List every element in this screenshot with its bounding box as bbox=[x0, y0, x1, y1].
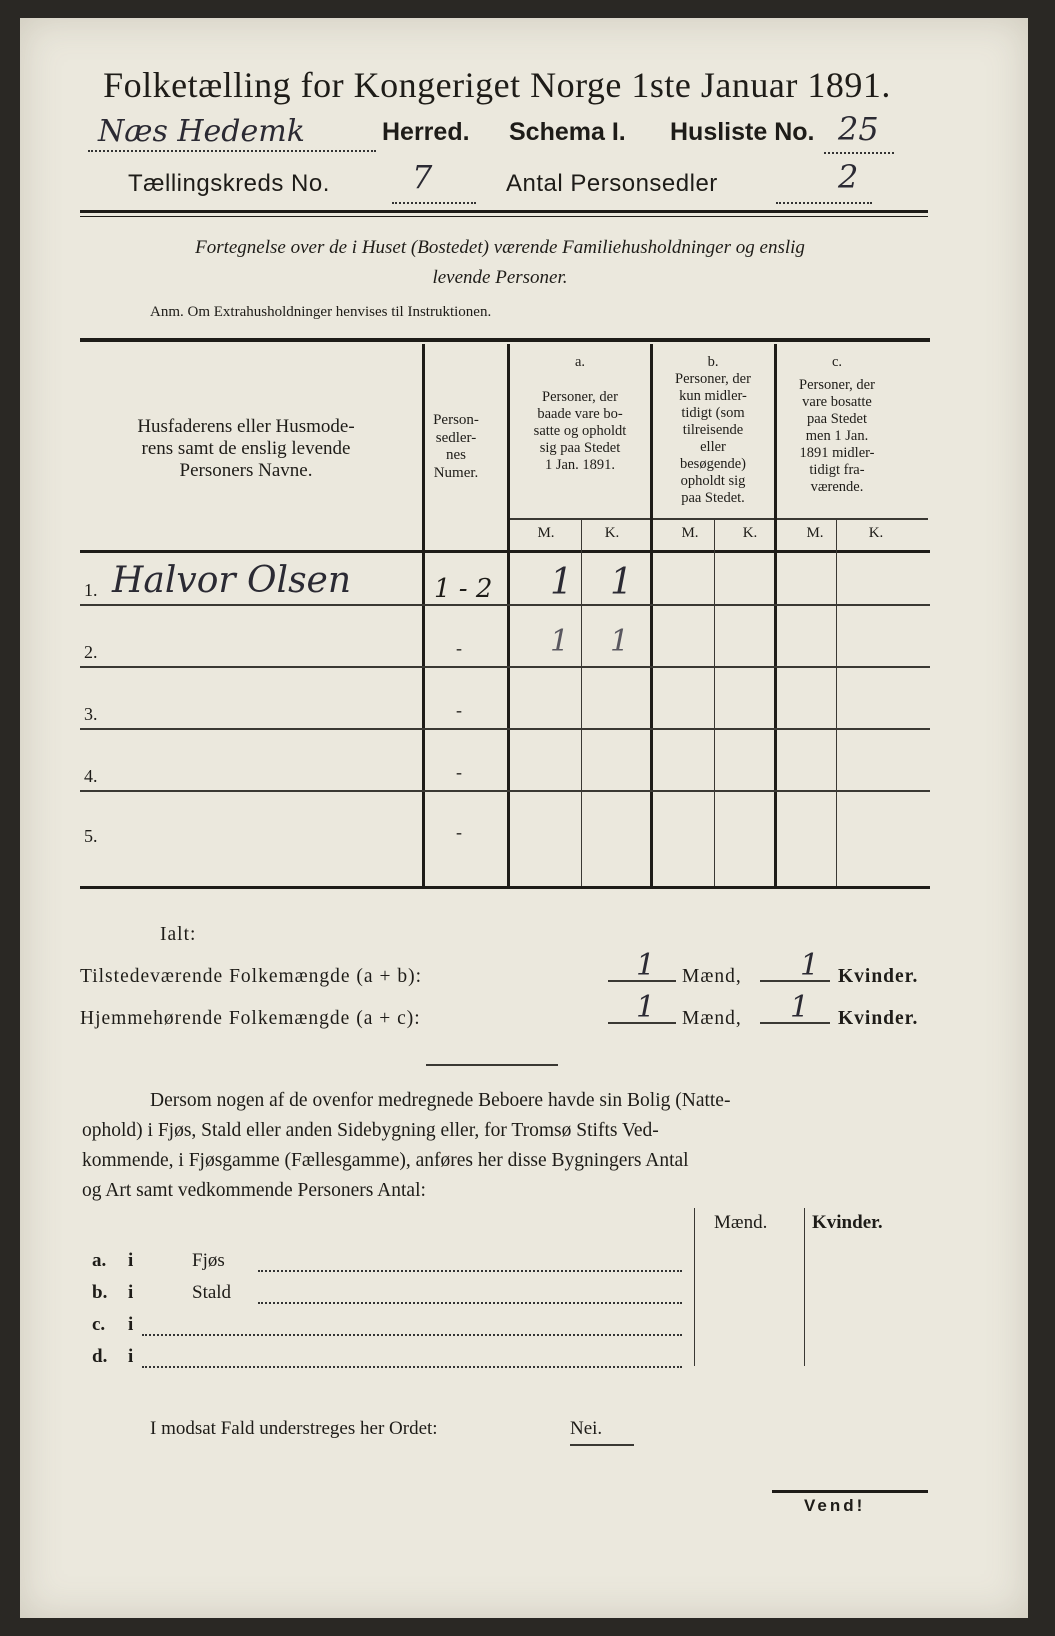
col-c-desc-line: 1891 midler- bbox=[799, 445, 875, 461]
herred-handwritten: Næs Hedemk bbox=[98, 114, 305, 149]
vline-b-mk bbox=[714, 518, 715, 888]
col-c-desc-line: Personer, der bbox=[799, 377, 875, 393]
col-a-desc-line: baade vare bo- bbox=[537, 406, 623, 422]
col-c-m-label: M. bbox=[806, 525, 824, 541]
schema-label: Schema I. bbox=[509, 118, 626, 146]
col-b-header bbox=[652, 354, 774, 507]
col-b-m-label: M. bbox=[681, 525, 699, 541]
row-number: 2. bbox=[84, 642, 98, 662]
row-personsedler-numer: 1 - 2 bbox=[434, 574, 493, 604]
bolig-vline-left bbox=[694, 1208, 695, 1366]
bolig-item-letter: b. bbox=[92, 1282, 108, 1303]
bolig-item-prep: i bbox=[128, 1346, 134, 1367]
col-c-desc-line: tidigt fra- bbox=[809, 462, 865, 478]
col-num-line1: Person- bbox=[433, 412, 479, 428]
separator-rule bbox=[426, 1064, 558, 1066]
bolig-item-dotline bbox=[258, 1252, 682, 1272]
vline-a-b bbox=[650, 344, 653, 888]
col-c-desc-line: paa Stedet bbox=[807, 411, 867, 427]
row-number: 5. bbox=[84, 826, 98, 846]
col-a-letter: a. bbox=[574, 354, 586, 370]
hjemme-kvinder-label: Kvinder. bbox=[838, 1008, 919, 1029]
bolig-item-prep: i bbox=[128, 1250, 134, 1271]
col-num-line3: nes bbox=[446, 447, 466, 463]
col-c-letter: c. bbox=[831, 354, 843, 370]
bolig-line3: kommende, i Fjøsgamme (Fællesgamme), anføres her disse Bygningers Antal bbox=[82, 1150, 689, 1171]
intro-line1: Fortegnelse over de i Huset (Bostedet) værende Familiehusholdninger og enslig bbox=[195, 237, 805, 258]
bolig-vline-right bbox=[804, 1208, 805, 1366]
modsat-text: I modsat Fald understreges her Ordet: bbox=[150, 1418, 438, 1439]
taellingskreds-label: Tællingskreds No. bbox=[128, 170, 330, 197]
vline-name-num bbox=[422, 344, 425, 888]
row-rule bbox=[80, 666, 930, 668]
hjemme-maend-label: Mænd, bbox=[682, 1008, 742, 1029]
col-b-desc-line: besøgende) bbox=[679, 456, 747, 472]
col-b-letter: b. bbox=[707, 354, 719, 370]
row-personsedler-numer: - bbox=[456, 762, 462, 782]
bolig-line2: ophold) i Fjøs, Stald eller anden Sidebygning eller, for Tromsø Stifts Ved- bbox=[82, 1120, 659, 1141]
bolig-item-prep: i bbox=[128, 1282, 134, 1303]
bolig-item-letter: d. bbox=[92, 1346, 108, 1367]
intro-line2: levende Personer. bbox=[432, 267, 568, 288]
tilstede-maend-value: 1 bbox=[636, 948, 656, 983]
col-a-description bbox=[510, 389, 650, 474]
tilstede-kvinder-line bbox=[760, 980, 830, 982]
row-personsedler-numer: - bbox=[456, 700, 462, 720]
husliste-label: Husliste No. bbox=[670, 118, 815, 146]
col-b-desc-line: paa Stedet. bbox=[681, 490, 745, 506]
bolig-item-letter: a. bbox=[92, 1250, 107, 1271]
vline-c-mk bbox=[836, 518, 837, 888]
header-rule bbox=[80, 210, 928, 213]
col-name-line2: rens samt de enslig levende bbox=[141, 438, 351, 459]
vline-num-a bbox=[507, 344, 510, 888]
col-b-desc-line: kun midler- bbox=[679, 388, 747, 404]
row-a-maend: 1 bbox=[550, 624, 570, 659]
row-rule bbox=[80, 790, 930, 792]
vend-label: Vend! bbox=[804, 1496, 866, 1515]
bolig-item-dotline bbox=[142, 1316, 682, 1336]
col-name-header bbox=[86, 416, 406, 482]
row-name: Halvor Olsen bbox=[112, 560, 352, 601]
col-a-header bbox=[510, 354, 650, 474]
col-num-header bbox=[412, 412, 500, 482]
mk-top-rule bbox=[510, 518, 928, 520]
bolig-item-dotline bbox=[142, 1348, 682, 1368]
nei-word: Nei. bbox=[570, 1418, 603, 1439]
hjemme-kvinder-value: 1 bbox=[790, 990, 810, 1025]
bolig-item-prep: i bbox=[128, 1314, 134, 1335]
row-personsedler-numer: - bbox=[456, 638, 462, 658]
census-form-page bbox=[20, 18, 1028, 1618]
nei-underline bbox=[570, 1444, 634, 1446]
bolig-item-label: Stald bbox=[192, 1282, 232, 1303]
col-a-desc-line: sig paa Stedet bbox=[539, 440, 621, 456]
tilstede-label: Tilstedeværende Folkemængde (a + b): bbox=[80, 966, 422, 987]
taellingskreds-dotline bbox=[392, 178, 476, 204]
row-personsedler-numer: - bbox=[456, 822, 462, 842]
bolig-item-label: Fjøs bbox=[192, 1250, 225, 1271]
row-number: 4. bbox=[84, 766, 98, 786]
col-a-desc-line: satte og opholdt bbox=[533, 423, 627, 439]
row-number: 3. bbox=[84, 704, 98, 724]
col-b-desc-line: opholdt sig bbox=[680, 473, 746, 489]
vline-a-mk bbox=[581, 518, 582, 888]
table-top-rule bbox=[80, 338, 930, 342]
col-b-k-label: K. bbox=[742, 525, 758, 541]
hjemme-label: Hjemmehørende Folkemængde (a + c): bbox=[80, 1008, 421, 1029]
taellingskreds-value: 7 bbox=[412, 158, 433, 196]
col-a-desc-line: 1 Jan. 1891. bbox=[544, 457, 616, 473]
row-a-kvinder: 1 bbox=[610, 624, 630, 659]
bolig-paragraph bbox=[82, 1086, 914, 1206]
col-c-description bbox=[776, 377, 898, 496]
row-rule bbox=[80, 728, 930, 730]
tilstede-kvinder-value: 1 bbox=[800, 948, 820, 983]
col-c-header bbox=[776, 354, 898, 496]
bolig-kvinder-col: Kvinder. bbox=[812, 1212, 883, 1233]
col-c-desc-line: vare bosatte bbox=[802, 394, 872, 410]
form-title: Folketælling for Kongeriget Norge 1ste Januar 1891. bbox=[103, 65, 891, 105]
personsedler-value: 2 bbox=[838, 158, 859, 196]
col-a-m-label: M. bbox=[537, 525, 555, 541]
col-name-line1: Husfaderens eller Husmode- bbox=[137, 416, 355, 437]
row-number: 1. bbox=[84, 580, 98, 600]
table-bottom-rule bbox=[80, 886, 930, 889]
vend-rule bbox=[772, 1490, 928, 1493]
col-b-desc-line: Personer, der bbox=[675, 371, 751, 387]
row-a-maend: 1 bbox=[550, 562, 573, 603]
ialt-label: Ialt: bbox=[160, 924, 197, 945]
herred-label: Herred. bbox=[382, 118, 470, 146]
col-b-desc-line: tilreisende bbox=[682, 422, 744, 438]
bolig-item-letter: c. bbox=[92, 1314, 106, 1335]
row-a-kvinder: 1 bbox=[610, 562, 633, 603]
tilstede-kvinder-label: Kvinder. bbox=[838, 966, 919, 987]
col-b-desc-line: tidigt (som bbox=[681, 405, 745, 421]
intro-text bbox=[80, 233, 920, 293]
col-a-desc-line: Personer, der bbox=[542, 389, 618, 405]
header-rule-thin bbox=[80, 216, 928, 217]
col-num-line2: sedler- bbox=[435, 429, 477, 446]
husliste-value: 25 bbox=[838, 110, 879, 148]
vline-b-c bbox=[774, 344, 777, 888]
col-b-desc-line: eller bbox=[700, 439, 726, 455]
col-num-line4: Numer. bbox=[433, 464, 479, 481]
row-rule bbox=[80, 604, 930, 606]
col-name-line3: Personers Navne. bbox=[179, 460, 313, 481]
anm-note: Anm. Om Extrahusholdninger henvises til Instruktionen. bbox=[150, 304, 492, 320]
col-c-desc-line: værende. bbox=[810, 479, 864, 495]
personsedler-label: Antal Personsedler bbox=[506, 170, 718, 197]
col-c-k-label: K. bbox=[868, 525, 884, 541]
bolig-line1: Dersom nogen af de ovenfor medregnede Beboere havde sin Bolig (Natte- bbox=[150, 1090, 731, 1111]
header-bottom-rule bbox=[80, 550, 930, 553]
bolig-maend-col: Mænd. bbox=[714, 1212, 768, 1233]
bolig-item-dotline bbox=[258, 1284, 682, 1304]
hjemme-maend-value: 1 bbox=[636, 990, 656, 1025]
tilstede-maend-label: Mænd, bbox=[682, 966, 742, 987]
col-b-description bbox=[652, 371, 774, 507]
col-a-k-label: K. bbox=[604, 525, 620, 541]
bolig-line4: og Art samt vedkommende Personers Antal: bbox=[82, 1180, 426, 1201]
col-c-desc-line: men 1 Jan. bbox=[805, 428, 869, 444]
